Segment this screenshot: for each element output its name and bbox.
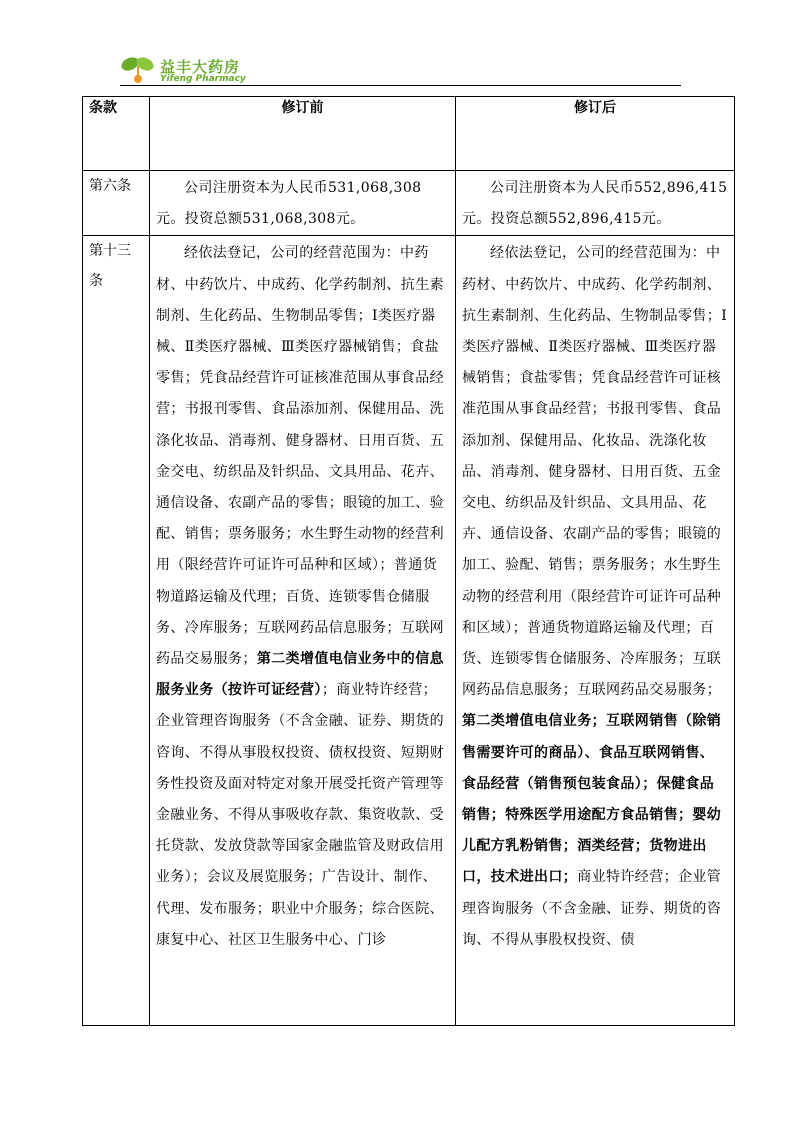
table-row [83,171,735,236]
before-text-part: ；商业特许经营；企业管理咨询服务（不含金融、证券、期货的咨询、不得从事股权投资、债权投资、短期财务性投资及面对特定对象开展受托资产管理等金融业务、不得从事吸收存款、集资收款、受托贷款、发放贷款等国家金融监管及财政信用业务）；会议及展览服务；广告设计、制作、代理、发布服务；职业中介服务；综合医院、康复中心、社区卫生服务中心、门诊 [156,682,444,948]
after-text-part: 经依法登记，公司的经营范围为：中药材、中药饮片、中成药、化学药制剂、抗生素制剂、生化药品、生物制品零售；Ⅰ类医疗器械、Ⅱ类医疗器械、Ⅲ类医疗器械销售；食盐零售；凭食品经营许可证核准范围从事食品经营；书报刊零售、食品添加剂、保健用品、化妆品、洗涤化妆品、消毒剂、健身器材、日用百货、五金交电、纺织品及针织品、文具用品、花卉、通信设备、农副产品的零售；眼镜的加工、验配、销售；票务服务；水生野生动物的经营利用（限经营许可证许可品种和区域）；普通货物道路运输及代理；百货、连锁零售仓储服务、冷库服务；互联网药品信息服务；互联网药品交易服务； [462,245,728,699]
after-text [462,238,728,956]
revision-table [82,96,735,1026]
clause-label: 第十三条 [83,236,150,1026]
after-cell [456,171,735,236]
after-text-bold: 第二类增值电信业务；互联网销售（除销售需要许可的商品）、食品互联网销售、食品经营（销售预包装食品）；保健食品销售；特殊医学用途配方食品销售；婴幼儿配方乳粉销售；酒类经营；货物进出口，技术进出口； [462,713,722,886]
after-text: 公司注册资本为人民币552,896,415元。投资总额552,896,415元。 [462,180,728,228]
logo-name-en: Yifeng Pharmacy [160,74,246,84]
logo-name-cn: 益丰大药房 [160,58,241,76]
before-text: 公司注册资本为人民币531,068,308元。投资总额531,068,308元。 [156,180,422,228]
after-cell [456,236,735,1026]
logo-leaf-icon [120,52,156,84]
before-text-part: 经依法登记，公司的经营范围为：中药材、中药饮片、中成药、化学药制剂、抗生素制剂、生化药品、生物制品零售；Ⅰ类医疗器械、Ⅱ类医疗器械、Ⅲ类医疗器械销售；食盐零售；凭食品经营许可证核准范围从事食品经营；书报刊零售、食品添加剂、保健用品、洗涤化妆品、消毒剂、健身器材、日用百货、五金交电、纺织品及针织品、文具用品、花卉、通信设备、农副产品的零售；眼镜的加工、验配、销售；票务服务；水生野生动物的经营利用（限经营许可证许可品种和区域）；普通货物道路运输及代理；百货、连锁零售仓储服务、冷库服务；互联网药品信息服务；互联网药品交易服务； [156,245,444,668]
before-text [156,238,449,956]
table-row [83,236,735,1026]
table-header-row [83,97,735,171]
after-text-part: 商业特许经营；企业管理咨询服务（不含金融、证券、期货的咨询、不得从事股权投资、债 [462,869,722,948]
header-clause: 条款 [83,97,150,171]
before-cell [150,171,456,236]
before-text-bold: 第二类增值电信业务中的信息服务业务（按许可证经营） [156,651,445,699]
before-cell [150,236,456,1026]
header-after: 修订后 [456,97,735,171]
clause-label: 第六条 [83,171,150,236]
header-before: 修订前 [150,97,456,171]
header-rule [120,85,681,86]
company-logo [120,52,260,86]
